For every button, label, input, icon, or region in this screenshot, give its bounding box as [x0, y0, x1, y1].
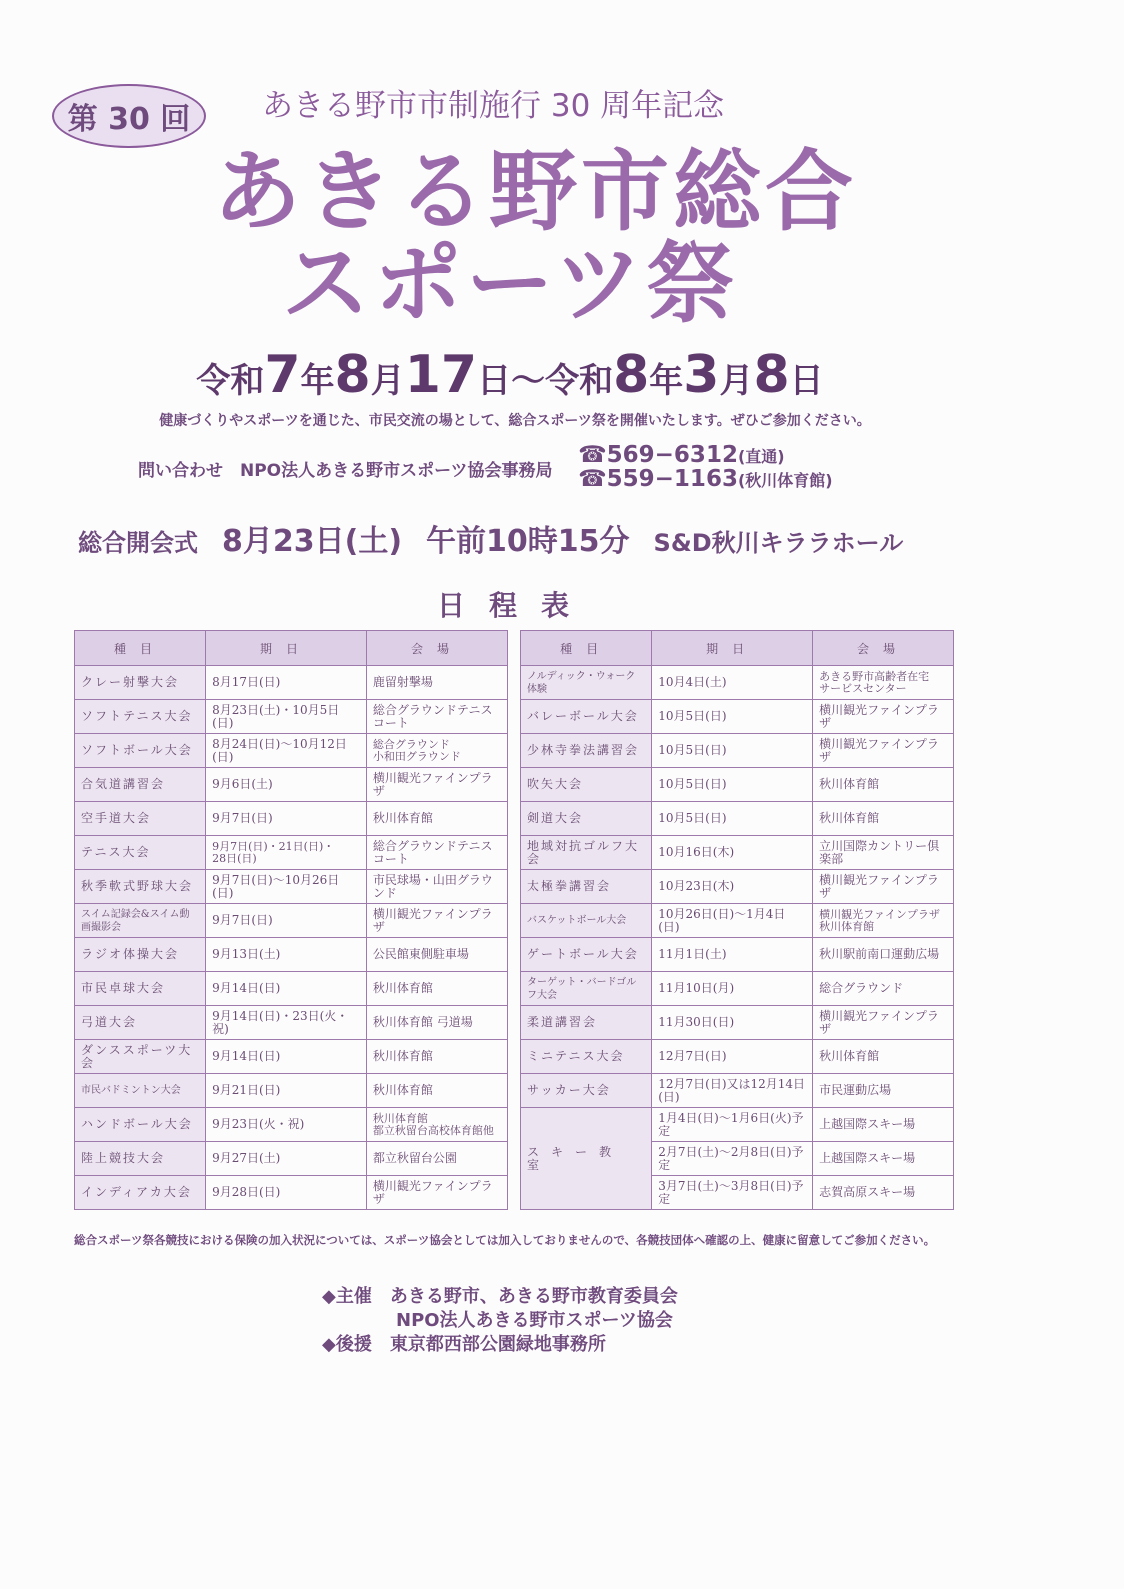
event-venue: 立川国際カントリー倶楽部 — [813, 836, 954, 870]
table-row — [75, 870, 508, 904]
table-row — [75, 938, 508, 972]
event-date: 10月5日(日) — [652, 700, 813, 734]
opening-venue: S&D秋川キララホール — [653, 529, 904, 557]
event-name: クレー射撃大会 — [75, 666, 206, 700]
event-name: ダンススポーツ大会 — [75, 1040, 206, 1074]
event-date: 9月21日(日) — [206, 1074, 367, 1108]
event-date: 9月7日(日) — [206, 802, 367, 836]
event-venue: 上越国際スキー場 — [813, 1142, 954, 1176]
edition-badge: 第 30 回 — [52, 84, 206, 148]
table-row — [75, 734, 508, 768]
header-venue: 会場 — [813, 631, 954, 666]
subtitle: あきる野市市制施行 30 周年記念 — [262, 88, 725, 124]
event-name: 吹矢大会 — [521, 768, 652, 802]
table-row — [75, 836, 508, 870]
event-name: ラジオ体操大会 — [75, 938, 206, 972]
event-venue: 秋川体育館 — [813, 802, 954, 836]
event-name: スキー教室 — [521, 1108, 652, 1210]
event-name: 市民バドミントン大会 — [75, 1074, 206, 1108]
event-date: 3月7日(土)〜3月8日(日)予定 — [652, 1176, 813, 1210]
header-venue: 会場 — [366, 631, 507, 666]
event-date: 9月14日(日) — [206, 972, 367, 1006]
event-venue: 志賀高原スキー場 — [813, 1176, 954, 1210]
event-name: 少林寺拳法講習会 — [521, 734, 652, 768]
table-row — [521, 1074, 954, 1108]
event-name: 市民卓球大会 — [75, 972, 206, 1006]
event-name: バスケットボール大会 — [521, 904, 652, 938]
event-date: 9月23日(火・祝) — [206, 1108, 367, 1142]
event-name: 剣道大会 — [521, 802, 652, 836]
event-venue: 上越国際スキー場 — [813, 1108, 954, 1142]
event-venue: あきる野市高齢者在宅 サービスセンター — [813, 666, 954, 700]
event-name: ハンドボール大会 — [75, 1108, 206, 1142]
event-venue: 秋川体育館 都立秋留台高校体育館他 — [366, 1108, 507, 1142]
event-date: 2月7日(土)〜2月8日(日)予定 — [652, 1142, 813, 1176]
insurance-note: 総合スポーツ祭各競技における保険の加入状況については、スポーツ協会としては加入しておりませんので、各競技団体へ確認の上、健康に留意してご参加ください。 — [74, 1233, 936, 1247]
table-row — [521, 666, 954, 700]
table-row — [521, 938, 954, 972]
title-line-1: あきる野市総合 — [212, 140, 857, 243]
event-venue: 秋川体育館 — [366, 802, 507, 836]
organizer-support: ◆後援 東京都西部公園緑地事務所 — [322, 1334, 606, 1355]
event-date: 12月7日(日) — [652, 1040, 813, 1074]
table-row — [521, 700, 954, 734]
header-event: 種目 — [75, 631, 206, 666]
event-date: 10月23日(木) — [652, 870, 813, 904]
event-venue: 市民球場・山田グラウンド — [366, 870, 507, 904]
event-venue: 総合グラウンドテニスコート — [366, 700, 507, 734]
opening-ceremony — [78, 516, 958, 560]
event-name: 柔道講習会 — [521, 1006, 652, 1040]
event-date: 9月27日(土) — [206, 1142, 367, 1176]
contact-label: 問い合わせ NPO法人あきる野市スポーツ協会事務局 — [138, 461, 553, 481]
event-venue: 公民館東側駐車場 — [366, 938, 507, 972]
event-date: 11月30日(日) — [652, 1006, 813, 1040]
event-period: 令和7年8月17日〜令和8年3月8日 — [196, 345, 824, 405]
opening-label: 総合開会式 — [78, 529, 198, 557]
table-row — [75, 1176, 508, 1210]
table-row — [75, 972, 508, 1006]
event-venue: 横川観光ファインプラザ — [366, 904, 507, 938]
table-row — [75, 1006, 508, 1040]
phone-gym: ☎559−1163(秋川体育館) — [578, 466, 833, 492]
table-row — [75, 1142, 508, 1176]
event-date: 8月17日(日) — [206, 666, 367, 700]
event-date: 8月24日(日)〜10月12日(日) — [206, 734, 367, 768]
event-name: ターゲット・バードゴルフ大会 — [521, 972, 652, 1006]
event-date: 9月6日(土) — [206, 768, 367, 802]
event-name: 秋季軟式野球大会 — [75, 870, 206, 904]
event-venue: 総合グラウンドテニスコート — [366, 836, 507, 870]
event-date: 9月7日(日)〜10月26日(日) — [206, 870, 367, 904]
event-venue: 横川観光ファインプラザ — [366, 768, 507, 802]
event-date: 10月5日(日) — [652, 768, 813, 802]
organizer-host-2: NPO法人あきる野市スポーツ協会 — [396, 1310, 673, 1331]
event-venue: 秋川体育館 弓道場 — [366, 1006, 507, 1040]
event-name: 太極拳講習会 — [521, 870, 652, 904]
table-row — [521, 802, 954, 836]
event-name: ミニテニス大会 — [521, 1040, 652, 1074]
table-row — [75, 1074, 508, 1108]
event-venue: 横川観光ファインプラザ — [366, 1176, 507, 1210]
event-venue: 秋川体育館 — [366, 1074, 507, 1108]
table-row — [521, 734, 954, 768]
table-row — [521, 870, 954, 904]
event-name: 弓道大会 — [75, 1006, 206, 1040]
event-name: ソフトボール大会 — [75, 734, 206, 768]
event-date: 11月10日(月) — [652, 972, 813, 1006]
event-venue: 鹿留射撃場 — [366, 666, 507, 700]
event-name: バレーボール大会 — [521, 700, 652, 734]
table-row — [75, 904, 508, 938]
event-venue: 市民運動広場 — [813, 1074, 954, 1108]
event-name: ノルディック・ウォーク体験 — [521, 666, 652, 700]
table-row — [75, 1040, 508, 1074]
intro-text: 健康づくりやスポーツを通じた、市民交流の場として、総合スポーツ祭を開催いたします。ぜひご参加ください。 — [159, 413, 871, 429]
schedule-table-left — [74, 630, 508, 1210]
event-name: ソフトテニス大会 — [75, 700, 206, 734]
event-date: 10月26日(日)〜1月4日(日) — [652, 904, 813, 938]
event-date: 10月4日(土) — [652, 666, 813, 700]
event-venue: 秋川体育館 — [366, 1040, 507, 1074]
event-venue: 秋川体育館 — [813, 768, 954, 802]
table-row — [75, 802, 508, 836]
opening-time: 午前10時15分 — [426, 524, 630, 559]
event-date: 9月7日(日) — [206, 904, 367, 938]
header-event: 種目 — [521, 631, 652, 666]
event-venue: 横川観光ファインプラザ — [813, 734, 954, 768]
event-venue: 横川観光ファインプラザ — [813, 700, 954, 734]
event-date: 9月28日(日) — [206, 1176, 367, 1210]
table-row — [521, 836, 954, 870]
table-row — [521, 972, 954, 1006]
event-date: 9月14日(日)・23日(火・祝) — [206, 1006, 367, 1040]
table-row — [521, 904, 954, 938]
schedule-title: 日程表 — [436, 589, 593, 622]
event-name: サッカー大会 — [521, 1074, 652, 1108]
event-venue: 横川観光ファインプラザ — [813, 1006, 954, 1040]
table-row — [75, 700, 508, 734]
event-venue: 横川観光ファインプラザ — [813, 870, 954, 904]
table-row — [521, 1108, 954, 1142]
event-venue: 秋川体育館 — [366, 972, 507, 1006]
table-row — [75, 1108, 508, 1142]
header-date: 期日 — [652, 631, 813, 666]
title-line-2: スポーツ祭 — [281, 232, 739, 335]
event-venue: 総合グラウンド — [813, 972, 954, 1006]
event-date: 10月5日(日) — [652, 734, 813, 768]
phone-direct: ☎569−6312(直通) — [578, 442, 785, 468]
table-row — [521, 1040, 954, 1074]
event-name: 地域対抗ゴルフ大会 — [521, 836, 652, 870]
event-venue: 総合グラウンド 小和田グラウンド — [366, 734, 507, 768]
schedule-table-right — [520, 630, 954, 1210]
event-date: 8月23日(土)・10月5日(日) — [206, 700, 367, 734]
event-name: スイム記録会&スイム動画撮影会 — [75, 904, 206, 938]
event-name: ゲートボール大会 — [521, 938, 652, 972]
opening-date: 8月23日(土) — [222, 524, 403, 559]
event-date: 9月7日(日)・21日(日)・ 28日(日) — [206, 836, 367, 870]
table-row — [521, 1006, 954, 1040]
event-name: インディアカ大会 — [75, 1176, 206, 1210]
event-venue: 横川観光ファインプラザ 秋川体育館 — [813, 904, 954, 938]
event-name: 陸上競技大会 — [75, 1142, 206, 1176]
event-name: 空手道大会 — [75, 802, 206, 836]
event-date: 9月13日(土) — [206, 938, 367, 972]
header-date: 期日 — [206, 631, 367, 666]
event-date: 9月14日(日) — [206, 1040, 367, 1074]
event-date: 10月16日(木) — [652, 836, 813, 870]
event-venue: 秋川駅前南口運動広場 — [813, 938, 954, 972]
table-row — [75, 666, 508, 700]
event-venue: 秋川体育館 — [813, 1040, 954, 1074]
event-venue: 都立秋留台公園 — [366, 1142, 507, 1176]
event-name: 合気道講習会 — [75, 768, 206, 802]
table-row — [521, 768, 954, 802]
organizer-host: ◆主催 あきる野市、あきる野市教育委員会 — [322, 1286, 678, 1307]
event-date: 12月7日(日)又は12月14日(日) — [652, 1074, 813, 1108]
event-name: テニス大会 — [75, 836, 206, 870]
event-date: 10月5日(日) — [652, 802, 813, 836]
table-row — [75, 768, 508, 802]
event-date: 1月4日(日)〜1月6日(火)予定 — [652, 1108, 813, 1142]
event-date: 11月1日(土) — [652, 938, 813, 972]
